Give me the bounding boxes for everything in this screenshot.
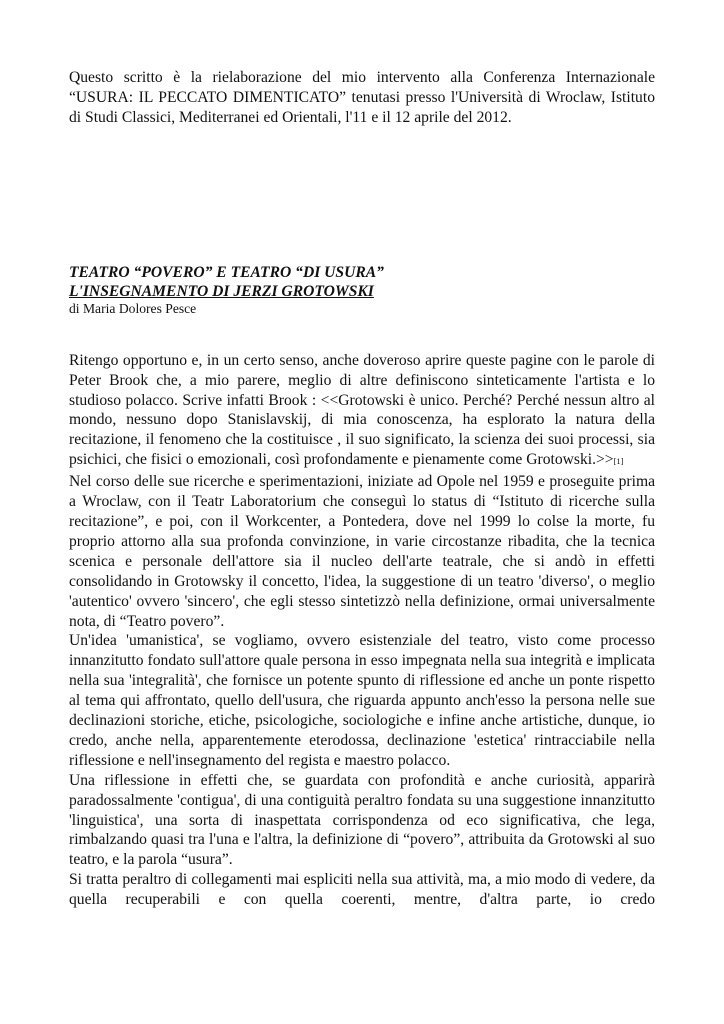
article-title: TEATRO “POVERO” E TEATRO “DI USURA” xyxy=(69,263,384,281)
footnote-link[interactable]: [1] xyxy=(613,456,624,467)
body-paragraph-1-text: Ritengo opportuno e, in un certo senso, anche doveroso aprire queste pagine con le parole di Peter Brook che, a mio parere, meglio di altre definiscono sinteticamente l'artista e lo studioso polacco. Scrive infatti Brook : <<Grotowski è unico. Perché? Perché nessun altro al mondo, nessuno dopo Stanislavskij, di mia conoscenza, ha esplorato la natura della recitazione, il fenomeno che la costituisce , il suo significato, la scienza dei suoi processi, sia psichici, che fisici o emozionali, così profondamente e pienamente come Grotowski.>> xyxy=(69,351,655,469)
body-paragraph-1 xyxy=(69,351,655,472)
intro-paragraph: Questo scritto è la rielaborazione del mio intervento alla Conferenza Internazionale “USURA: IL PECCATO DIMENTICATO” tenutasi presso l'Università di Wroclaw, Istituto di Studi Classici, Mediterranei ed Orientali, l'11 e il 12 aprile del 2012. xyxy=(69,69,655,126)
body-paragraph-2: Nel corso delle sue ricerche e sperimentazioni, iniziate ad Opole nel 1959 e proseguite prima a Wroclaw, con il Teatr Laboratorium che conseguì lo status di “Istituto di ricerche sulla recitazione”, e poi, con il Workcenter, a Pontedera, dove nel 1999 lo colse la morte, fu proprio attorno alla sua profonda convinzione, in varie circostanze ribadita, che la tecnica scenica e personale dell'attore sia il nucleo dell'arte teatrale, che si andò in effetti consolidando in Grotowsky il concetto, l'idea, la suggestione di un teatro 'diverso', o meglio 'autentico' ovvero 'sincero', che egli stesso sintetizzò nella definizione, ormai universalmente nota, di “Teatro povero”. xyxy=(69,473,655,630)
intro-note xyxy=(69,68,655,128)
document-page xyxy=(69,68,655,910)
body-paragraph-5: Si tratta peraltro di collegamenti mai espliciti nella sua attività, ma, a mio modo di vedere, da quella recuperabili e con quella coerenti, mentre, d'altra parte, io credo xyxy=(69,871,655,909)
body-paragraph-3: Un'idea 'umanistica', se vogliamo, ovvero esistenziale del teatro, visto come processo innanzitutto fondato sull'attore quale persona in esso impegnata nella sua integrità e implicata nella sua 'integralità', che fornisce un potente spunto di riflessione ed anche un ponte rispetto al tema qui affrontato, quello dell'usura, che riguarda appunto anch'esso la persona nelle sue declinazioni storiche, etiche, psicologiche, sociologiche e infine anche artistiche, dunque, io credo, anche nella, apparentemente eterodossa, declinazione 'estetica' rintracciabile nella riflessione e nell'insegnamento del regista e maestro polacco. xyxy=(69,632,655,769)
article-body xyxy=(69,351,655,910)
article-subtitle: L'INSEGNAMENTO DI JERZI GROTOWSKI xyxy=(69,282,374,300)
article-heading xyxy=(69,263,655,317)
body-paragraph-4: Una riflessione in effetti che, se guardata con profondità e anche curiosità, apparirà paradossalmente 'contigua', di una contiguità peraltro fondata su una suggestione innanzitutto 'linguistica', una sorta di inaspettata corrispondenza od eco significativa, che lega, rimbalzando quasi tra l'una e l'altra, la definizione di “povero”, attribuita da Grotowski al suo teatro, e la parola “usura”. xyxy=(69,771,655,869)
article-author: di Maria Dolores Pesce xyxy=(69,300,197,316)
